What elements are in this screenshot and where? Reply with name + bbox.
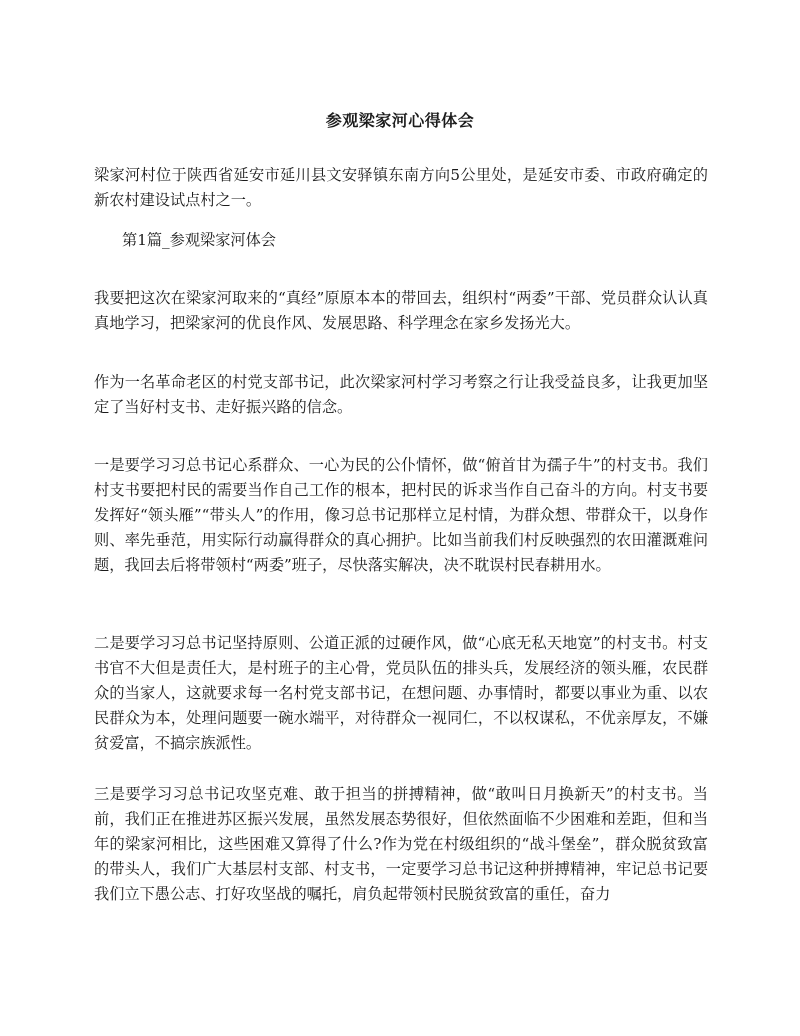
intro-paragraph: 梁家河村位于陕西省延安市延川县文安驿镇东南方向5公里处，是延安市委、市政府确定的新农村建设试点村之一。	[94, 166, 708, 209]
body-paragraph: 一是要学习习总书记心系群众、一心为民的公仆情怀，做“俯首甘为孺子牛”的村支书。我们村支书要把村民的需要当作自己工作的根本，把村民的诉求当作自己奋斗的方向。村支书要发挥好“领头雁”“带头人”的作用，像习总书记那样立足村情，为群众想、带群众干，以身作则、率先垂范，用实际行动赢得群众的真心拥护。比如当前我们村反映强烈的农田灌溉难问题，我回去后将带领村“两委”班子，尽快落实解决，决不耽误村民春耕用水。	[94, 456, 708, 574]
body-paragraph: 二是要学习习总书记坚持原则、公道正派的过硬作风，做“心底无私天地宽”的村支书。村支书官不大但是责任大，是村班子的主心骨，党员队伍的排头兵，发展经济的领头雁，农民群众的当家人，这就要求每一名村党支部书记，在想问题、办事情时，都要以事业为重、以农民群众为本，处理问题要一碗水端平，对待群众一视同仁，不以权谋私，不优亲厚友，不嫌贫爱富，不搞宗族派性。	[94, 634, 708, 752]
section-heading: 第1篇_参观梁家河体会	[122, 231, 276, 249]
body-paragraph: 三是要学习习总书记攻坚克难、敢于担当的拼搏精神，做“敢叫日月换新天”的村支书。当前，我们正在推进苏区振兴发展，虽然发展态势很好，但依然面临不少困难和差距，但和当年的梁家河相比，这些困难又算得了什么?作为党在村级组织的“战斗堡垒”，群众脱贫致富的带头人，我们广大基层村支部、村支书，一定要学习总书记这种拼搏精神，牢记总书记要我们立下愚公志、打好攻坚战的嘱托，肩负起带领村民脱贫致富的重任，奋力	[94, 785, 708, 903]
body-paragraph: 作为一名革命老区的村党支部书记，此次梁家河村学习考察之行让我受益良多，让我更加坚定了当好村支书、走好振兴路的信念。	[94, 373, 708, 416]
body-paragraph: 我要把这次在梁家河取来的“真经”原原本本的带回去，组织村“两委”干部、党员群众认认真真地学习，把梁家河的优良作风、发展思路、科学理念在家乡发扬光大。	[94, 289, 708, 332]
document-title: 参观梁家河心得体会	[325, 110, 475, 130]
